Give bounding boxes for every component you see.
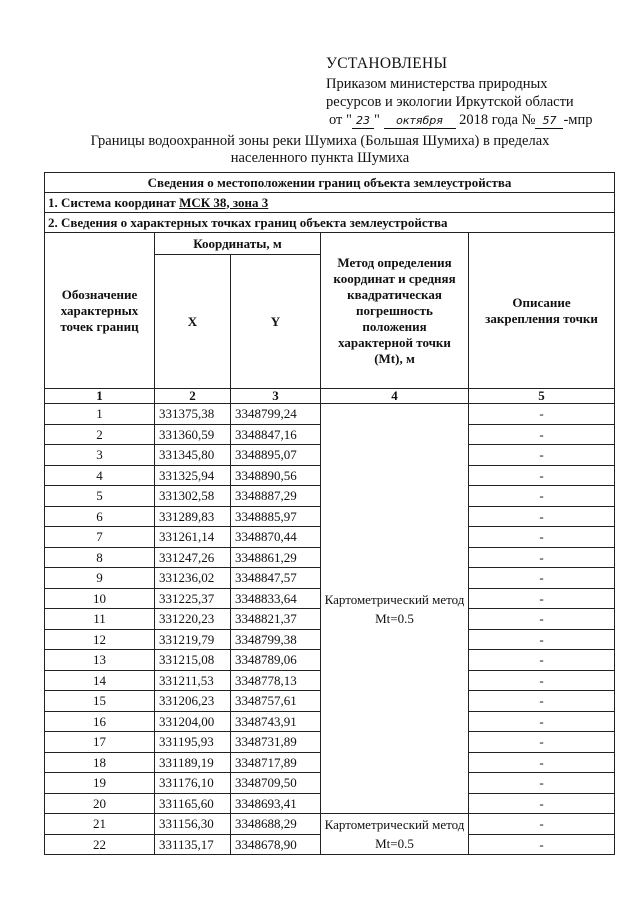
- approval-line-2: ресурсов и экологии Иркутской области: [326, 94, 574, 110]
- coord-x: 331325,94: [155, 465, 231, 486]
- coord-y: 3348678,90: [231, 834, 321, 855]
- coordinate-system: МСК 38, зона 3: [179, 194, 269, 210]
- coord-y: 3348847,57: [231, 568, 321, 589]
- coord-y: 3348895,07: [231, 445, 321, 466]
- coord-y: 3348743,91: [231, 711, 321, 732]
- point-number: 18: [45, 752, 155, 773]
- point-description: -: [469, 445, 615, 466]
- coordinates-table: [44, 172, 615, 855]
- coord-y: 3348799,38: [231, 629, 321, 650]
- coord-y: 3348709,50: [231, 773, 321, 794]
- header-description: Описание закрепления точки: [469, 233, 615, 389]
- coord-x: 331211,53: [155, 670, 231, 691]
- point-number: 10: [45, 588, 155, 609]
- header-coords: Координаты, м: [155, 233, 321, 255]
- coord-x: 331206,23: [155, 691, 231, 712]
- coord-x: 331345,80: [155, 445, 231, 466]
- point-number: 4: [45, 465, 155, 486]
- point-description: -: [469, 588, 615, 609]
- coord-x: 331236,02: [155, 568, 231, 589]
- coord-x: 331247,26: [155, 547, 231, 568]
- point-number: 14: [45, 670, 155, 691]
- point-description: -: [469, 650, 615, 671]
- coord-x: 331375,38: [155, 404, 231, 425]
- document-title: [20, 133, 620, 167]
- point-description: -: [469, 527, 615, 548]
- coord-x: 331302,58: [155, 486, 231, 507]
- table-row: [45, 814, 615, 835]
- order-number: 57: [535, 114, 563, 129]
- coord-y: 3348789,06: [231, 650, 321, 671]
- order-year: 2018 года №: [459, 112, 536, 128]
- coord-x: 331156,30: [155, 814, 231, 835]
- point-description: -: [469, 732, 615, 753]
- coord-x: 331215,08: [155, 650, 231, 671]
- coord-x: 331219,79: [155, 629, 231, 650]
- coord-x: 331225,37: [155, 588, 231, 609]
- coord-x: 331261,14: [155, 527, 231, 548]
- col-number: 2: [155, 389, 231, 404]
- col-number: 3: [231, 389, 321, 404]
- coord-x: 331220,23: [155, 609, 231, 630]
- coord-y: 3348717,89: [231, 752, 321, 773]
- section-1: [45, 193, 615, 213]
- method-cell: Картометрический метод Mt=0.5: [321, 814, 469, 855]
- point-description: -: [469, 465, 615, 486]
- coord-x: 331165,60: [155, 793, 231, 814]
- point-number: 8: [45, 547, 155, 568]
- point-number: 2: [45, 424, 155, 445]
- table-caption: Сведения о местоположении границ объекта землеустройства: [45, 173, 615, 193]
- order-quote: ": [373, 112, 380, 128]
- point-description: -: [469, 834, 615, 855]
- point-description: -: [469, 568, 615, 589]
- coord-x: 331360,59: [155, 424, 231, 445]
- point-description: -: [469, 609, 615, 630]
- coord-y: 3348688,29: [231, 814, 321, 835]
- approval-heading: УСТАНОВЛЕНЫ: [326, 55, 448, 72]
- coord-x: 331204,00: [155, 711, 231, 732]
- coord-y: 3348799,24: [231, 404, 321, 425]
- point-description: -: [469, 773, 615, 794]
- header-x: X: [155, 255, 231, 389]
- point-number: 21: [45, 814, 155, 835]
- coord-x: 331195,93: [155, 732, 231, 753]
- coord-y: 3348870,44: [231, 527, 321, 548]
- coord-x: 331176,10: [155, 773, 231, 794]
- point-number: 22: [45, 834, 155, 855]
- title-line-2: населенного пункта Шумиха: [230, 150, 410, 166]
- point-description: -: [469, 711, 615, 732]
- coord-x: 331135,17: [155, 834, 231, 855]
- order-month: октября: [384, 114, 456, 129]
- coord-x: 331189,19: [155, 752, 231, 773]
- approval-line-1: Приказом министерства природных: [326, 76, 548, 92]
- point-number: 17: [45, 732, 155, 753]
- point-description: -: [469, 486, 615, 507]
- coord-y: 3348885,97: [231, 506, 321, 527]
- column-number-row: [45, 389, 615, 404]
- point-description: -: [469, 629, 615, 650]
- point-number: 16: [45, 711, 155, 732]
- order-suffix: -мпр: [563, 112, 593, 128]
- header-row-1: [45, 233, 615, 255]
- coord-y: 3348757,61: [231, 691, 321, 712]
- coord-x: 331289,83: [155, 506, 231, 527]
- coord-y: 3348731,89: [231, 732, 321, 753]
- point-number: 19: [45, 773, 155, 794]
- section-2: 2. Сведения о характерных точках границ объекта землеустройства: [45, 213, 615, 233]
- section-2-row: [45, 213, 615, 233]
- point-description: -: [469, 424, 615, 445]
- coord-y: 3348693,41: [231, 793, 321, 814]
- coord-y: 3348847,16: [231, 424, 321, 445]
- point-number: 3: [45, 445, 155, 466]
- point-description: -: [469, 814, 615, 835]
- point-description: -: [469, 752, 615, 773]
- table-caption-row: [45, 173, 615, 193]
- header-point: Обозначение характерных точек границ: [45, 233, 155, 389]
- col-number: 5: [469, 389, 615, 404]
- method-cell: Картометрический метод Mt=0.5: [321, 404, 469, 814]
- approval-block: [326, 55, 592, 129]
- point-description: -: [469, 670, 615, 691]
- coord-y: 3348861,29: [231, 547, 321, 568]
- point-number: 13: [45, 650, 155, 671]
- col-number: 1: [45, 389, 155, 404]
- point-description: -: [469, 404, 615, 425]
- point-number: 6: [45, 506, 155, 527]
- coord-y: 3348887,29: [231, 486, 321, 507]
- point-number: 20: [45, 793, 155, 814]
- section-1-prefix: 1. Система координат: [48, 194, 180, 210]
- order-prefix: от ": [329, 112, 352, 128]
- point-description: -: [469, 547, 615, 568]
- point-description: -: [469, 691, 615, 712]
- point-number: 9: [45, 568, 155, 589]
- coord-y: 3348833,64: [231, 588, 321, 609]
- coord-y: 3348890,56: [231, 465, 321, 486]
- section-1-row: [45, 193, 615, 213]
- point-number: 1: [45, 404, 155, 425]
- point-number: 12: [45, 629, 155, 650]
- point-description: -: [469, 506, 615, 527]
- coord-y: 3348778,13: [231, 670, 321, 691]
- header-method: Метод определения координат и средняя квадратическая погрешность положения характерной точки (Mt), м: [321, 233, 469, 389]
- table-row: [45, 404, 615, 425]
- point-description: -: [469, 793, 615, 814]
- coord-y: 3348821,37: [231, 609, 321, 630]
- title-line-1: Границы водоохранной зоны реки Шумиха (Большая Шумиха) в пределах: [90, 133, 550, 149]
- header-y: Y: [231, 255, 321, 389]
- col-number: 4: [321, 389, 469, 404]
- point-number: 11: [45, 609, 155, 630]
- order-day: 23: [352, 114, 374, 129]
- order-line: [326, 111, 592, 129]
- point-number: 15: [45, 691, 155, 712]
- point-number: 5: [45, 486, 155, 507]
- point-number: 7: [45, 527, 155, 548]
